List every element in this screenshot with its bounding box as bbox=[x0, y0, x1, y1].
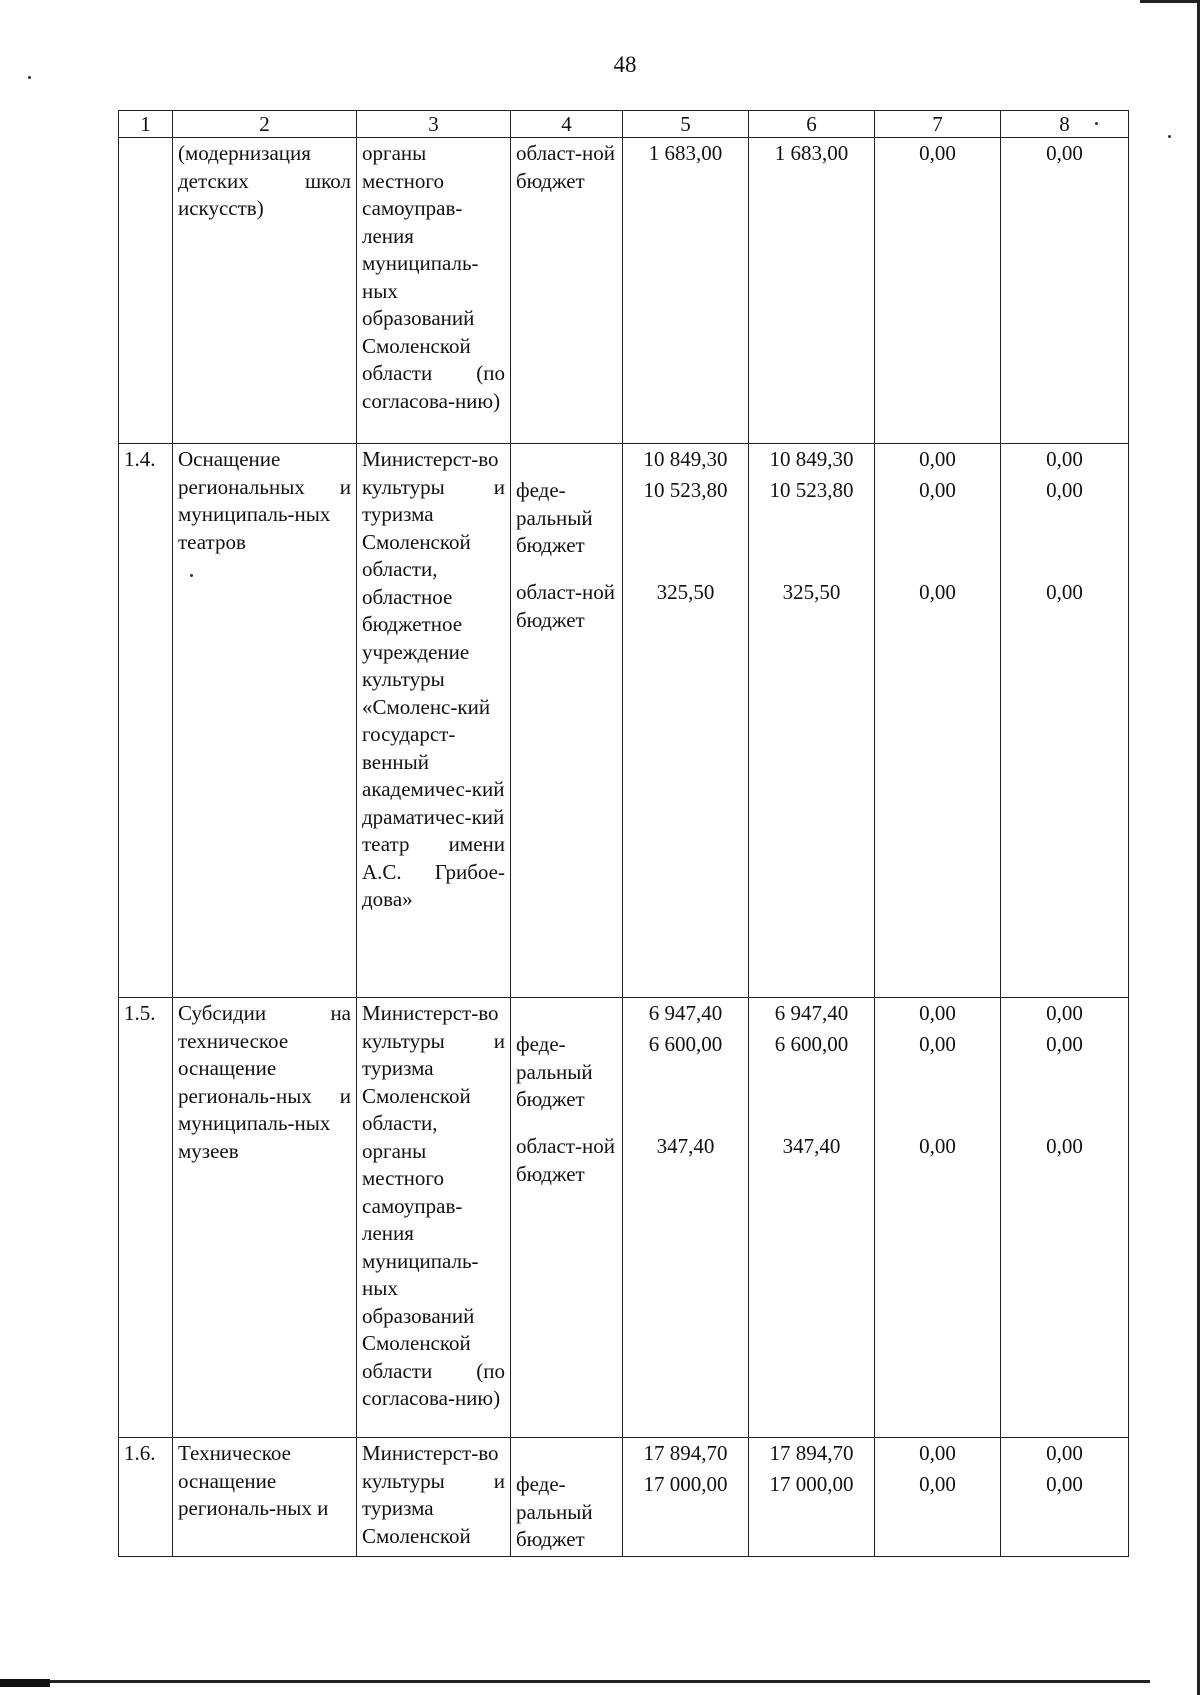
value-cell: 0,00 bbox=[919, 1032, 956, 1056]
value-cell: 10 523,80 bbox=[769, 478, 854, 502]
funding-source bbox=[511, 998, 623, 1438]
value-col-7 bbox=[875, 998, 1001, 1438]
value-cell: 0,00 bbox=[919, 1472, 956, 1496]
value-col-5 bbox=[623, 998, 749, 1438]
scan-speck bbox=[28, 76, 31, 79]
value-cell: 0,00 bbox=[919, 580, 956, 604]
page-number: 48 bbox=[613, 52, 637, 77]
value-cell: 0,00 bbox=[919, 1441, 956, 1465]
value-col-8 bbox=[1001, 1438, 1129, 1557]
value-col-5 bbox=[623, 444, 749, 998]
value-cell: 17 894,70 bbox=[769, 1441, 854, 1465]
value-cell: 0,00 bbox=[1046, 580, 1083, 604]
value-cell: 0,00 bbox=[1046, 447, 1083, 471]
value-cell: 0,00 bbox=[919, 141, 956, 165]
value-col-5 bbox=[623, 138, 749, 444]
funding-source-label bbox=[516, 446, 617, 477]
header-row bbox=[119, 111, 1129, 138]
scan-border-top bbox=[1140, 0, 1200, 3]
funding-source-label: област-ной бюджет bbox=[516, 580, 615, 632]
row-number: 1.6. bbox=[119, 1438, 173, 1557]
measure-name: (модернизация детских школ искусств) bbox=[173, 138, 357, 444]
value-col-6 bbox=[749, 1438, 875, 1557]
value-cell: 0,00 bbox=[1046, 1001, 1083, 1025]
executor: Министерст-во культуры и туризма Смоленской bbox=[357, 1438, 511, 1557]
value-cell: 325,50 bbox=[656, 580, 715, 604]
value-cell: 1 683,00 bbox=[774, 141, 849, 165]
value-cell: 0,00 bbox=[1046, 1441, 1083, 1465]
value-cell: 17 000,00 bbox=[643, 1472, 728, 1496]
value-cell: 0,00 bbox=[919, 478, 956, 502]
col-header-1: 1 bbox=[119, 111, 173, 138]
funding-source bbox=[511, 138, 623, 444]
value-cell: 0,00 bbox=[919, 1001, 956, 1025]
measure-name: Субсидии на техническое оснащение региональ-ных и муниципаль-ных музеев bbox=[173, 998, 357, 1438]
row-number bbox=[119, 138, 173, 444]
value-col-6 bbox=[749, 998, 875, 1438]
row-number: 1.5. bbox=[119, 998, 173, 1438]
funding-source-label: феде-ральный бюджет bbox=[516, 478, 593, 557]
table-row bbox=[119, 998, 1129, 1438]
table-row bbox=[119, 444, 1129, 998]
value-col-6 bbox=[749, 138, 875, 444]
value-cell: 0,00 bbox=[1046, 1032, 1083, 1056]
value-cell: 10 523,80 bbox=[643, 478, 728, 502]
value-cell: 17 000,00 bbox=[769, 1472, 854, 1496]
value-cell: 6 600,00 bbox=[774, 1032, 849, 1056]
funding-source-label: феде-ральный бюджет bbox=[516, 1472, 593, 1551]
value-col-8 bbox=[1001, 998, 1129, 1438]
value-cell: 347,40 bbox=[782, 1134, 841, 1158]
value-cell: 17 894,70 bbox=[643, 1441, 728, 1465]
value-cell: 0,00 bbox=[1046, 478, 1083, 502]
funding-source bbox=[511, 1438, 623, 1557]
scan-speck bbox=[1168, 135, 1171, 138]
row-number: 1.4. bbox=[119, 444, 173, 998]
funding-source bbox=[511, 444, 623, 998]
value-col-7 bbox=[875, 444, 1001, 998]
scan-corner-mark bbox=[0, 1679, 50, 1687]
col-header-4: 4 bbox=[511, 111, 623, 138]
col-header-8: 8 bbox=[1001, 111, 1129, 138]
value-cell: 0,00 bbox=[919, 1134, 956, 1158]
value-cell: 0,00 bbox=[1046, 1472, 1083, 1496]
value-col-7 bbox=[875, 1438, 1001, 1557]
value-col-8 bbox=[1001, 138, 1129, 444]
value-cell: 0,00 bbox=[1046, 141, 1083, 165]
measure-name: Оснащение региональных и муниципаль-ных театров bbox=[173, 444, 357, 998]
value-cell: 347,40 bbox=[656, 1134, 715, 1158]
funding-source-label bbox=[516, 1440, 617, 1471]
value-cell: 0,00 bbox=[1046, 1134, 1083, 1158]
col-header-3: 3 bbox=[357, 111, 511, 138]
value-cell: 10 849,30 bbox=[643, 447, 728, 471]
value-cell: 6 600,00 bbox=[648, 1032, 723, 1056]
table-row bbox=[119, 1438, 1129, 1557]
value-col-8 bbox=[1001, 444, 1129, 998]
value-cell: 6 947,40 bbox=[774, 1001, 849, 1025]
scan-border-bottom bbox=[50, 1680, 1150, 1683]
executor: Министерст-во культуры и туризма Смоленской области, областное бюджетное учреждение культуры «Смоленс-кий государст-венный академичес-кий драматичес-кий театр имени А.С. Грибое-дова» bbox=[357, 444, 511, 998]
value-cell: 10 849,30 bbox=[769, 447, 854, 471]
col-header-2: 2 bbox=[173, 111, 357, 138]
value-col-6 bbox=[749, 444, 875, 998]
executor: органы местного самоуправ-ления муниципаль-ных образований Смоленской области (по согласова-нию) bbox=[357, 138, 511, 444]
funding-source-label: област-ной бюджет bbox=[516, 141, 615, 193]
value-col-7 bbox=[875, 138, 1001, 444]
funding-source-label bbox=[516, 1000, 617, 1031]
value-cell: 6 947,40 bbox=[648, 1001, 723, 1025]
measure-name: Техническое оснащение региональ-ных и bbox=[173, 1438, 357, 1557]
funding-source-label: феде-ральный бюджет bbox=[516, 1032, 593, 1111]
table-row bbox=[119, 138, 1129, 444]
value-cell: 0,00 bbox=[919, 447, 956, 471]
col-header-5: 5 bbox=[623, 111, 749, 138]
budget-table bbox=[118, 110, 1129, 1557]
funding-source-label: област-ной бюджет bbox=[516, 1134, 615, 1186]
col-header-7: 7 bbox=[875, 111, 1001, 138]
col-header-6: 6 bbox=[749, 111, 875, 138]
value-cell: 325,50 bbox=[782, 580, 841, 604]
value-col-5 bbox=[623, 1438, 749, 1557]
value-cell: 1 683,00 bbox=[648, 141, 723, 165]
executor: Министерст-во культуры и туризма Смоленской области, органы местного самоуправ-ления муниципаль-ных образований Смоленской области (по согласова-нию) bbox=[357, 998, 511, 1438]
